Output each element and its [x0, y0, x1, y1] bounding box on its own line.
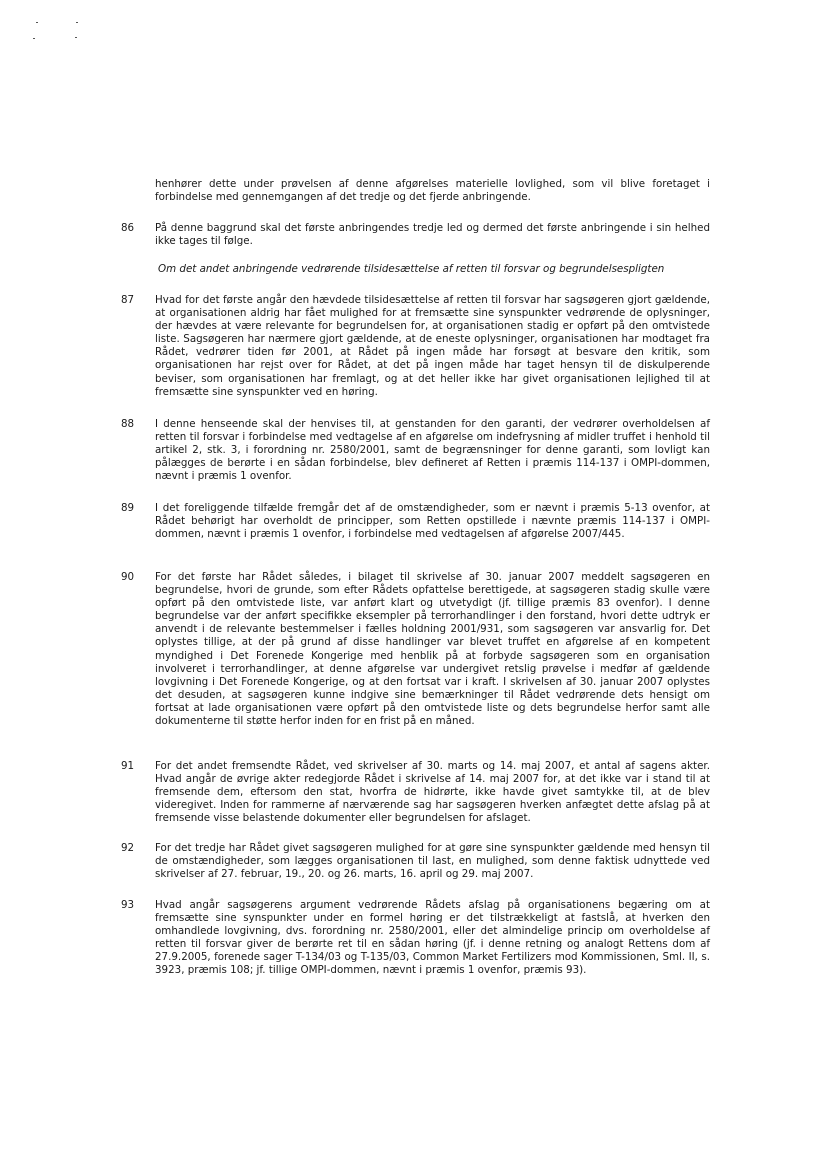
- paragraph-92: For det tredje har Rådet givet sagsøgeren mulighed for at gøre sine synspunkter gældende med hensyn til de omstændigheder, som lægges organisationen til last, en mulighed, som denne faktisk udnyttede ved skrivelser af 27. februar, 19., 20. og 26. marts, 16. april og 29. maj 2007.: [155, 842, 710, 881]
- paragraph-number: 91: [121, 760, 135, 772]
- paragraph-87: Hvad for det første angår den hævdede tilsidesættelse af retten til forsvar har sagsøgeren gjort gældende, at organisationen aldrig har fået mulighed for at fremsætte sine synspunkter vedrørende de oplysninger, der hævdes at være relevante for begrundelsen for, at organisationen stadig er opført på den omtvistede liste. Sagsøgeren har nærmere gjort gældende, at de eneste oplysninger, organisationen har modtaget fra Rådet, vedrører tiden før 2001, at Rådet på ingen måde har forsøgt at besvare den kritik, som organisationen har rejst over for Rådet, at det på ingen måde har taget hensyn til de diskulperende beviser, som organisationen har fremlagt, og at det heller ikke har givet organisationen lejlighed til at fremsætte sine synspunkter ved en høring.: [155, 294, 710, 398]
- paragraph-89: I det foreliggende tilfælde fremgår det af de omstændigheder, som er nævnt i præmis 5-13 ovenfor, at Rådet behørigt har overholdt de principper, som Retten opstillede i nævnte præmis 114-137 i OMPI-dommen, nævnt i præmis 1 ovenfor, i forbindelse med vedtagelsen af afgørelse 2007/445.: [155, 502, 710, 541]
- paragraph-number: 93: [121, 899, 135, 911]
- paragraph-number: 90: [121, 571, 135, 583]
- paragraph-90: For det første har Rådet således, i bilaget til skrivelse af 30. januar 2007 meddelt sagsøgeren en begrundelse, hvori de grunde, som efter Rådets opfattelse berettigede, at sagsøgeren stadig skulle være opført på den omtvistede liste, var anført klart og utvetydigt (jf. tillige præmis 83 ovenfor). I denne begrundelse var der anført specifikke eksempler på terrorhandlinger i den forstand, hvori dette udtryk er anvendt i de relevante bestemmelser i fælles holdning 2001/931, som sagsøgeren var ansvarlig for. Det oplystes tillige, at der på grund af disse handlinger var blevet truffet en afgørelse af en kompetent myndighed i Det Forenede Kongerige med henblik på at forbyde sagsøgeren som en organisation involveret i terrorhandlinger, at denne afgørelse var undergivet retslig prøvelse i medfør af gældende lovgivning i Det Forenede Kongerige, og at den fortsat var i kraft. I skrivelsen af 30. januar 2007 oplystes det desuden, at sagsøgeren kunne indgive sine bemærkninger til Rådet vedrørende dets hensigt om fortsat at lade organisationen være opført på den omtvistede liste og dets begrundelse herfor samt alle dokumenterne til støtte herfor inden for en frist på en måned.: [155, 571, 710, 728]
- paragraph-86: På denne baggrund skal det første anbringendes tredje led og dermed det første anbringende i sin helhed ikke tages til følge.: [155, 222, 710, 248]
- paragraph-88: I denne henseende skal der henvises til, at genstanden for den garanti, der vedrører overholdelsen af retten til forsvar i forbindelse med vedtagelse af en afgørelse om indefrysning af midler truffet i henhold til artikel 2, stk. 3, i forordning nr. 2580/2001, samt de begrænsninger for denne garanti, som lovligt kan pålægges de berørte i en sådan forbindelse, blev defineret af Retten i præmis 114-137 i OMPI-dommen, nævnt i præmis 1 ovenfor.: [155, 418, 710, 483]
- scan-speck: [75, 37, 77, 38]
- paragraph-number: 88: [121, 418, 135, 430]
- scan-speck: [76, 22, 78, 23]
- paragraph-91: For det andet fremsendte Rådet, ved skrivelser af 30. marts og 14. maj 2007, et antal af sagens akter. Hvad angår de øvrige akter redegjorde Rådet i skrivelse af 14. maj 2007 for, at det ikke var i stand til at fremsende dem, eftersom den stat, hvorfra de hidrørte, ikke havde givet samtykke til, at de blev videregivet. Inden for rammerne af nærværende sag har sagsøgeren hverken anfægtet dette afslag på at fremsende visse belastende dokumenter eller begrundelsen for afslaget.: [155, 760, 710, 825]
- section-heading: Om det andet anbringende vedrørende tilsidesættelse af retten til forsvar og begrundelsespligten: [158, 263, 665, 275]
- paragraph-number: 89: [121, 502, 135, 514]
- scan-speck: [36, 22, 38, 23]
- paragraph-number: 87: [121, 294, 135, 306]
- paragraph-93: Hvad angår sagsøgerens argument vedrørende Rådets afslag på organisationens begæring om at fremsætte sine synspunkter under en formel høring er det tilstrækkeligt at fastslå, at hverken den omhandlede lovgivning, dvs. forordning nr. 2580/2001, eller det almindelige princip om overholdelse af retten til forsvar giver de berørte ret til en sådan høring (jf. i denne retning og analogt Rettens dom af 27.9.2005, forenede sager T-134/03 og T-135/03, Common Market Fertilizers mod Kommissionen, Sml. II, s. 3923, præmis 108; jf. tillige OMPI-dommen, nævnt i præmis 1 ovenfor, præmis 93).: [155, 899, 710, 977]
- scan-speck: [33, 38, 35, 39]
- paragraph-number: 86: [121, 222, 135, 234]
- paragraph-number: 92: [121, 842, 135, 854]
- paragraph-continuation: henhører dette under prøvelsen af denne afgørelses materielle lovlighed, som vil blive foretaget i forbindelse med gennemgangen af det tredje og det fjerde anbringende.: [155, 178, 710, 204]
